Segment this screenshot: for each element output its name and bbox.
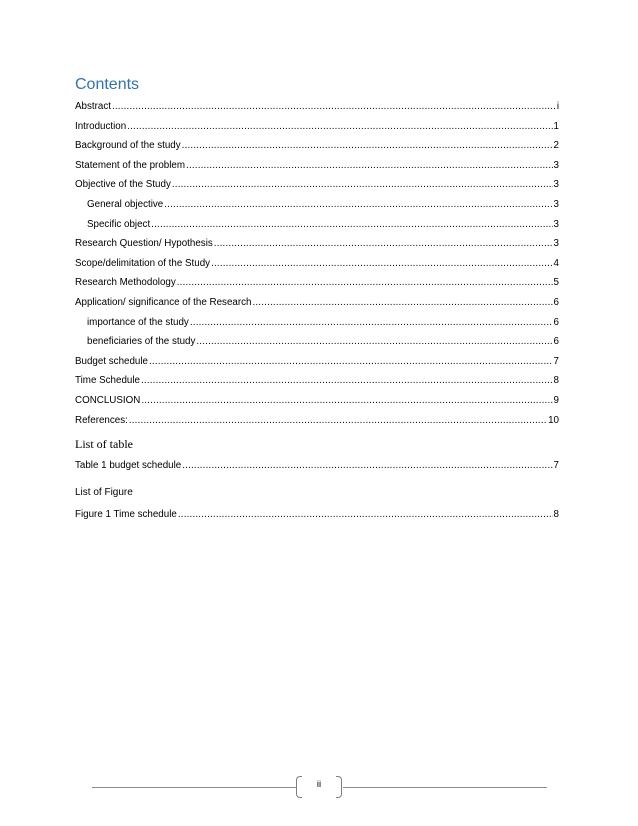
- toc-entry[interactable]: [75, 352, 559, 372]
- toc-entry[interactable]: [75, 313, 559, 333]
- toc-leader-dots: [129, 411, 547, 431]
- toc-entry-label: Specific object: [87, 218, 151, 230]
- toc-leader-dots: [211, 254, 552, 274]
- toc-leader-dots: [127, 117, 552, 137]
- toc-leader-dots: [149, 352, 553, 372]
- toc-entry[interactable]: [75, 273, 559, 293]
- list-of-table-heading: List of table: [75, 437, 133, 451]
- toc-entry-page: 9: [553, 394, 559, 406]
- toc-entry-label: Abstract: [75, 101, 111, 112]
- toc-entry[interactable]: [75, 456, 559, 476]
- toc-entry-page: 5: [553, 277, 559, 289]
- toc-entry-page: 7: [553, 355, 559, 367]
- toc-entry-page: 2: [553, 140, 559, 152]
- list-of-figure: [75, 505, 559, 525]
- toc-entry-label: Scope/delimitation of the Study: [75, 257, 211, 269]
- toc-entry[interactable]: [75, 117, 559, 137]
- toc-leader-dots: [151, 215, 552, 235]
- list-of-table: [75, 456, 559, 476]
- toc-entry[interactable]: [75, 505, 559, 525]
- toc-leader-dots: [141, 371, 553, 391]
- toc-leader-dots: [196, 332, 552, 352]
- toc-entry-page: 6: [553, 296, 559, 308]
- toc-entry-page: 3: [553, 159, 559, 171]
- toc-leader-dots: [164, 195, 552, 215]
- toc-entry[interactable]: [75, 332, 559, 352]
- footer-bracket-right: [336, 776, 342, 798]
- toc-entry[interactable]: [75, 97, 559, 117]
- toc-entry-page: i: [556, 101, 559, 112]
- toc-entry-label: Background of the study: [75, 140, 181, 152]
- page-number: ii: [316, 779, 322, 790]
- toc-entry[interactable]: [75, 254, 559, 274]
- footer-rule-left: [92, 787, 297, 788]
- toc-entry-page: 4: [553, 257, 559, 269]
- toc-entry-page: 3: [553, 218, 559, 230]
- toc-entry-label: Time Schedule: [75, 375, 140, 387]
- toc-entry-label: References:: [75, 414, 128, 426]
- toc-entry-label: CONCLUSION: [75, 394, 141, 406]
- toc-entry[interactable]: [75, 195, 559, 215]
- toc-entry-label: Budget schedule: [75, 355, 148, 367]
- toc-leader-dots: [177, 273, 553, 293]
- toc-entry-page: 1: [553, 120, 559, 132]
- toc-entry-page: 6: [553, 316, 559, 328]
- toc-entry-label: Statement of the problem: [75, 159, 186, 171]
- toc-entry-label: General objective: [87, 198, 164, 210]
- toc-entry-page: 6: [553, 336, 559, 348]
- toc-entry-label: Table 1 budget schedule: [75, 460, 182, 471]
- toc-leader-dots: [214, 234, 553, 254]
- toc-leader-dots: [252, 293, 552, 313]
- toc-leader-dots: [182, 136, 553, 156]
- toc-entry[interactable]: [75, 175, 559, 195]
- toc-entry-label: Research Methodology: [75, 277, 176, 289]
- toc-entry[interactable]: [75, 293, 559, 313]
- toc-entry-page: 7: [553, 460, 559, 471]
- toc-leader-dots: [190, 313, 553, 333]
- toc-entry-label: Introduction: [75, 120, 127, 132]
- toc-entry-label: Research Question/ Hypothesis: [75, 238, 213, 250]
- toc-leader-dots: [112, 97, 556, 117]
- toc-entry-label: Figure 1 Time schedule: [75, 509, 177, 520]
- toc-entry-page: 3: [553, 179, 559, 191]
- toc-leader-dots: [182, 456, 552, 476]
- toc-entry[interactable]: [75, 136, 559, 156]
- toc-entry[interactable]: [75, 391, 559, 411]
- toc-entry-page: 3: [553, 238, 559, 250]
- toc-entry-label: beneficiaries of the study: [87, 336, 196, 348]
- list-of-figure-heading: List of Figure: [75, 487, 133, 498]
- toc-entry[interactable]: [75, 411, 559, 431]
- toc-entry-label: importance of the study: [87, 316, 189, 328]
- contents-title: Contents: [75, 76, 140, 93]
- toc-entry[interactable]: [75, 371, 559, 391]
- toc-entry[interactable]: [75, 215, 559, 235]
- toc-entry-page: 8: [553, 509, 559, 520]
- toc-entry[interactable]: [75, 156, 559, 176]
- toc-entry-page: 10: [548, 414, 559, 426]
- table-of-contents: [75, 97, 559, 430]
- toc-entry-label: Objective of the Study: [75, 179, 171, 191]
- toc-entry-page: 3: [553, 198, 559, 210]
- toc-leader-dots: [178, 505, 553, 525]
- footer-bracket-left: [296, 776, 302, 798]
- toc-leader-dots: [141, 391, 552, 411]
- toc-leader-dots: [186, 156, 553, 176]
- toc-entry-label: Application/ significance of the Research: [75, 296, 252, 308]
- footer-rule-right: [343, 787, 547, 788]
- toc-leader-dots: [172, 175, 553, 195]
- toc-entry[interactable]: [75, 234, 559, 254]
- toc-entry-page: 8: [553, 375, 559, 387]
